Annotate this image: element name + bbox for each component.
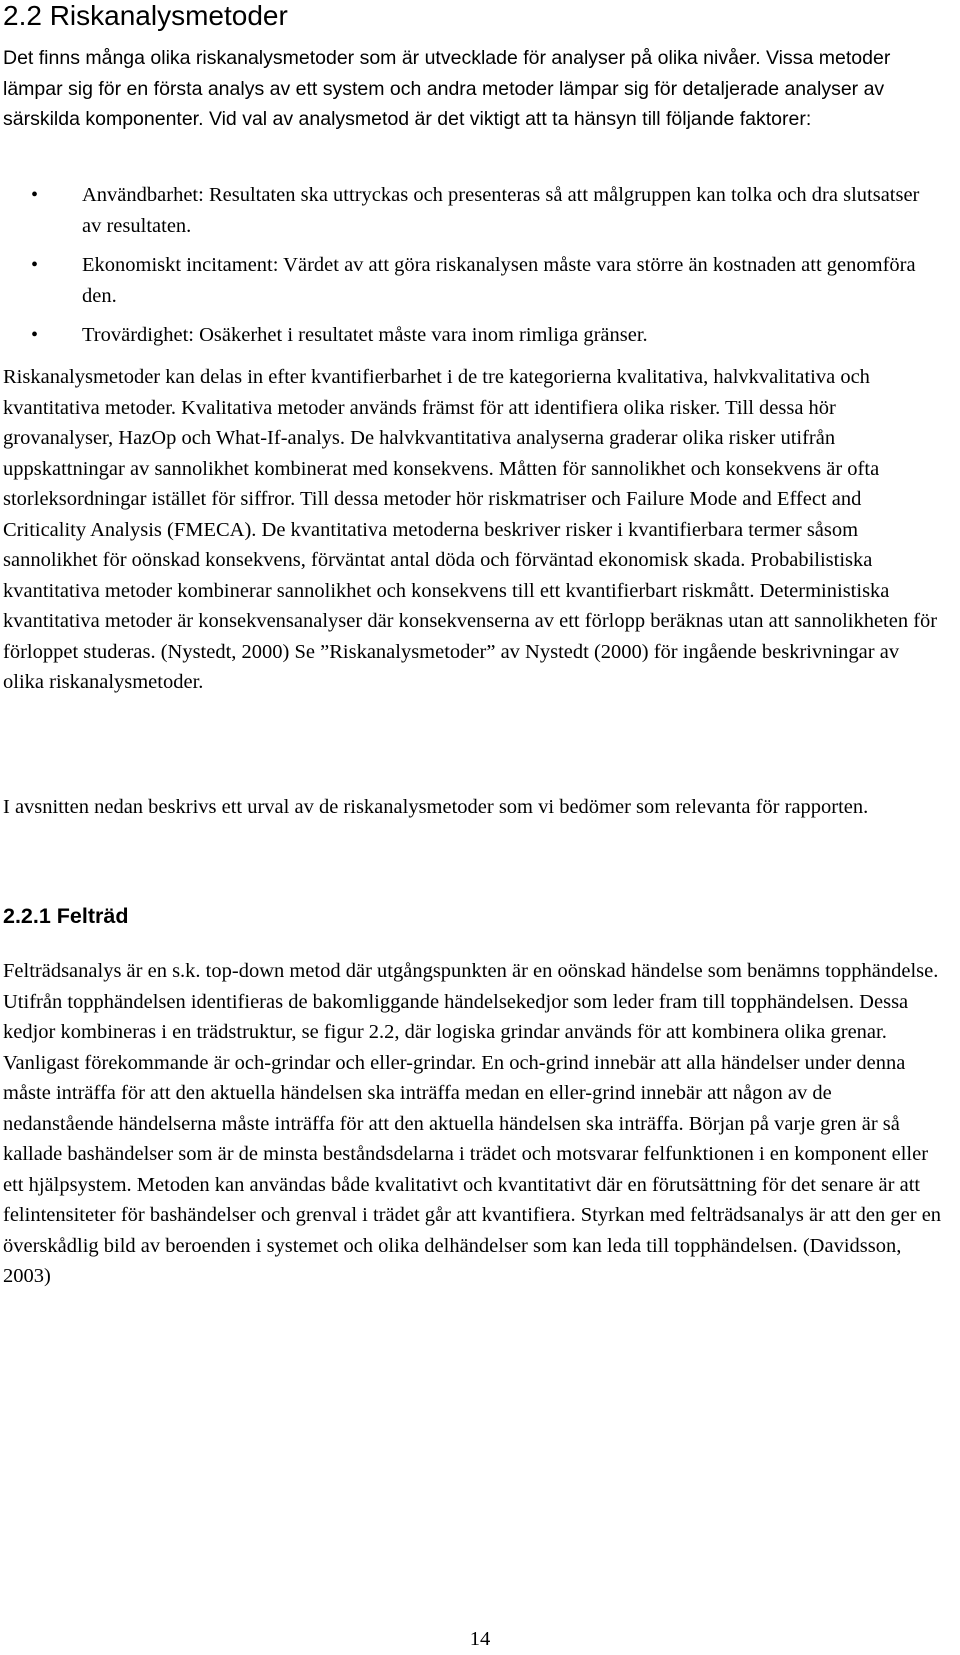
bullet-icon: • (31, 184, 39, 206)
factor-list (3, 180, 943, 351)
list-item-text: Ekonomiskt incitament: Värdet av att göra riskanalysen måste vara större än kostnaden att genomföra den. (82, 254, 916, 307)
list-item (3, 250, 943, 311)
list-item-text: Trovärdighet: Osäkerhet i resultatet måste vara inom rimliga gränser. (82, 324, 648, 346)
categories-paragraph: Riskanalysmetoder kan delas in efter kvantifierbarhet i de tre kategorierna kvalitativa, halvkvalitativa och kvantitativa metoder. Kvalitativa metoder används främst för att identifiera olika risker. Till dessa hör grovanalyser, HazOp och What-If-analys. De halvkvantitativa analyserna graderar olika risker utifrån uppskattningar av sannolikhet kombinerat med konsekvens. Måtten för sannolikhet och konsekvens är ofta storleksordningar istället för siffror. Till dessa metoder hör riskmatriser och Failure Mode and Effect and Criticality Analysis (FMECA). De kvantitativa metoderna beskriver risker i kvantifierbara termer såsom sannolikhet för oönskad konsekvens, förväntat antal döda och förväntad ekonomisk skada. Probabilistiska kvantitativa metoder kombinerar sannolikhet och konsekvens till ett kvantifierbart riskmått. Deterministiska kvantitativa metoder är konsekvensanalyser där konsekvenserna av ett förlopp beräknas utan att sannolikheten för förloppet studeras. (Nystedt, 2000) Se ”Riskanalysmetoder” av Nystedt (2000) för ingående beskrivningar av olika riskanalysmetoder. (3, 366, 938, 693)
page-number: 14 (469, 1628, 491, 1650)
selection-paragraph: I avsnitten nedan beskrivs ett urval av de riskanalysmetoder som vi bedömer som relevanta för rapporten. (3, 796, 869, 818)
subsection-heading: 2.2.1 Felträd (3, 904, 129, 928)
bullet-icon: • (31, 254, 39, 276)
intro-paragraph: Det finns många olika riskanalysmetoder som är utvecklade för analyser på olika nivåer. Vissa metoder lämpar sig för en första analys av ett system och andra metoder lämpar sig för detaljerade analyser av särskilda komponenter. Vid val av analysmetod är det viktigt att ta hänsyn till följande faktorer: (3, 47, 891, 130)
list-item (3, 320, 943, 351)
fault-tree-paragraph: Felträdsanalys är en s.k. top-down metod där utgångspunkten är en oönskad händelse som benämns topphändelse. Utifrån topphändelsen identifieras de bakomliggande händelsekedjor som leder fram till topphändelsen. Dessa kedjor kombineras i en trädstruktur, se figur 2.2, där logiska grindar används för att kombinera olika grenar. Vanligast förekommande är och-grindar och eller-grindar. En och-grind innebär att alla händelser under denna måste inträffa för att den aktuella händelsen ska inträffa medan en eller-grind innebär att någon av de nedanstående händelserna måste inträffa för att den aktuella händelsen ska inträffa. Början på varje gren är så kallade bashändelser som är de minsta beståndsdelarna i trädet och motsvarar felfunktionen i en komponent eller ett hjälpsystem. Metoden kan användas både kvalitativt och kvantitativt där en förutsättning för det senare är att felintensiteter för bashändelser och grenval i trädet går att kvantifiera. Styrkan med felträdsanalys är att den ger en överskådlig bild av beroenden i systemet och olika delhändelser som kan leda till topphändelsen. (Davidsson, 2003) (3, 960, 942, 1287)
list-item (3, 180, 943, 241)
section-heading: 2.2 Riskanalysmetoder (3, 0, 288, 31)
list-item-text: Användbarhet: Resultaten ska uttryckas och presenteras så att målgruppen kan tolka och dra slutsatser av resultaten. (82, 184, 920, 237)
bullet-icon: • (31, 324, 39, 346)
